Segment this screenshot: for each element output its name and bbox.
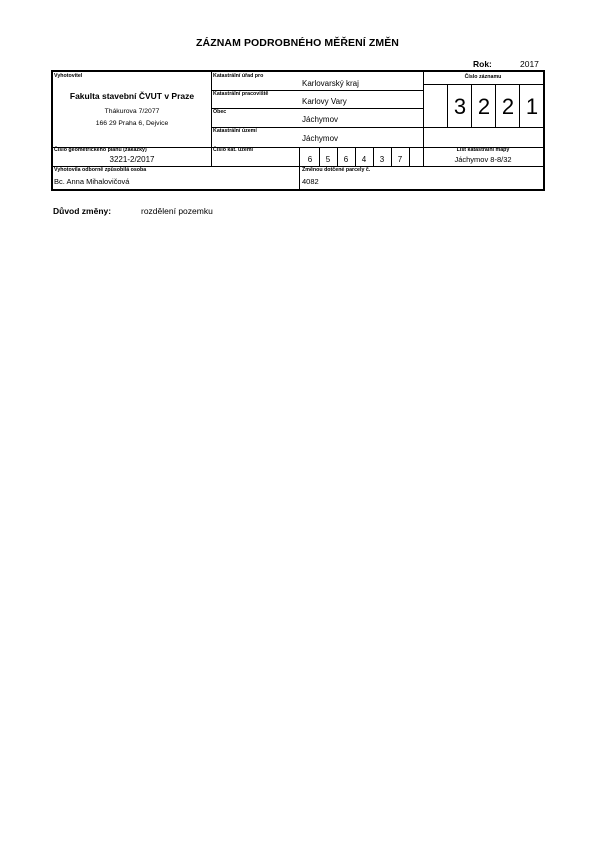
row-divider xyxy=(211,108,423,109)
digit-divider xyxy=(409,147,410,166)
plan-number-label: Číslo geometrického plánu (zakázky) xyxy=(54,147,147,153)
record-number-digit: 2 xyxy=(501,94,515,119)
author-address-line1: Thákurova 7/2077 xyxy=(104,108,160,115)
reason-label: Důvod změny: xyxy=(53,206,112,216)
surveyor-label: Vyhotovila odborně způsobilá osoba xyxy=(54,167,147,173)
municipality-value: Jáchymov xyxy=(302,115,339,124)
column-divider xyxy=(211,72,212,166)
author-label: Vyhotovitel xyxy=(54,73,83,79)
parcel-value: 4082 xyxy=(302,177,319,186)
map-sheet-label: List katastrální mapy xyxy=(456,147,510,153)
office-value: Karlovarský kraj xyxy=(302,79,359,88)
map-sheet-value: Jáchymov 8-8/32 xyxy=(454,155,512,164)
workplace-label: Katastrální pracoviště xyxy=(213,91,269,97)
office-label: Katastrální úřad pro xyxy=(213,73,264,79)
author-name: Fakulta stavební ČVUT v Praze xyxy=(69,91,195,101)
cadastral-number-digit: 7 xyxy=(397,155,403,164)
workplace-value: Karlovy Vary xyxy=(302,97,347,106)
row-divider xyxy=(423,84,543,85)
record-number-digit: 2 xyxy=(477,94,491,119)
row-divider xyxy=(423,127,543,128)
cadastral-number-digit: 6 xyxy=(307,155,313,164)
cadastral-number-digit: 6 xyxy=(343,155,349,164)
record-number-digit: 1 xyxy=(525,94,539,119)
cadastral-number-digit: 5 xyxy=(325,155,331,164)
cadastral-number-label: Číslo kat. území xyxy=(213,147,254,153)
plan-number-value: 3221-2/2017 xyxy=(109,155,155,164)
record-number-digit: 3 xyxy=(453,94,467,119)
reason-value: rozdělení pozemku xyxy=(141,206,213,216)
surveyor-value: Bc. Anna Mihalovičová xyxy=(54,177,130,186)
municipality-label: Obec xyxy=(213,109,227,115)
parcel-label: Změnou dotčené parcely č. xyxy=(302,167,371,173)
author-address-line2: 166 29 Praha 6, Dejvice xyxy=(95,120,169,127)
year-label: Rok: xyxy=(473,59,492,69)
cadastral-number-digit: 4 xyxy=(361,155,367,164)
cadastral-number-digit: 3 xyxy=(379,155,385,164)
year-value: 2017 xyxy=(520,59,539,69)
column-divider xyxy=(299,147,300,191)
record-form-table xyxy=(51,70,545,191)
document-title: ZÁZNAM PODROBNÉHO MĚŘENÍ ZMĚN xyxy=(196,37,399,49)
cadastral-area-label: Katastrální území xyxy=(213,128,257,134)
cadastral-area-value: Jáchymov xyxy=(302,134,339,143)
record-number-label: Číslo záznamu xyxy=(464,74,502,80)
